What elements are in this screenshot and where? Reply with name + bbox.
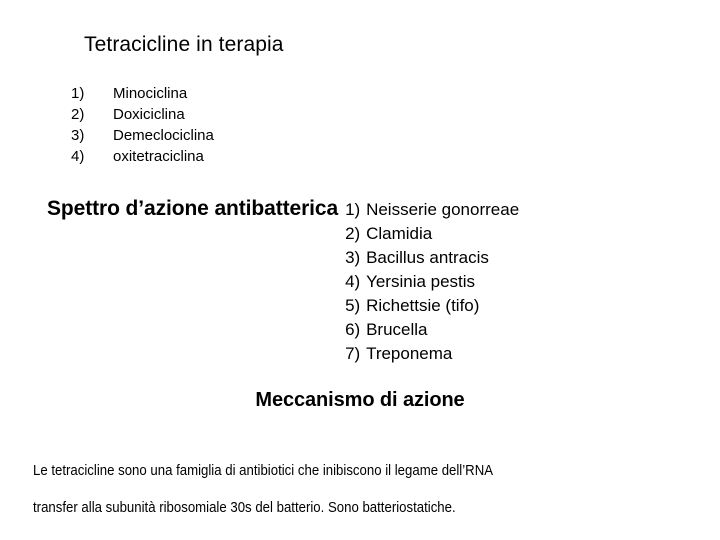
list-item-label: Neisserie gonorreae [366,200,520,219]
list-item-number: 3) [345,248,361,267]
spectrum-list [345,196,519,366]
list-item [71,125,214,146]
list-item [71,83,214,104]
list-item-label: Demeclociclina [113,127,214,144]
list-item-number: 5) [345,296,361,315]
list-item-label: oxitetraciclina [113,148,204,165]
list-item-label: Bacillus antracis [366,248,489,267]
list-item [71,146,214,167]
list-item [345,270,519,294]
list-item [345,318,519,342]
list-item-number: 3) [71,127,85,144]
list-item-number: 6) [345,320,361,339]
list-item-label: Treponema [366,344,453,363]
list-item-label: Brucella [366,320,428,339]
list-item [345,294,519,318]
list-item-label: Minociclina [113,85,188,102]
list-item-number: 1) [71,85,85,102]
spectrum-section [47,196,519,366]
list-item-label: Richettsie (tifo) [366,296,480,315]
mechanism-paragraph [33,452,693,526]
list-item [345,246,519,270]
list-item-label: Clamidia [366,224,433,243]
spectrum-heading: Spettro d’azione antibatterica [47,197,339,220]
paragraph-line: Le tetracicline sono una famiglia di antibiotici che inibiscono il legame dell’RNA [33,462,494,479]
list-item-number: 4) [71,148,85,165]
list-item-number: 1) [345,200,361,219]
page-title: Tetracicline in terapia [84,33,284,56]
list-item [345,222,519,246]
list-item-number: 4) [345,272,361,291]
drug-list [71,83,214,167]
list-item-label: Doxiciclina [113,106,185,123]
list-item [345,342,519,366]
paragraph-line: transfer alla subunità ribosomiale 30s del batterio. Sono batteriostatiche. [33,499,456,516]
list-item-number: 7) [345,344,361,363]
list-item [345,198,519,222]
mechanism-heading: Meccanismo di azione [255,389,465,411]
list-item-number: 2) [71,106,85,123]
list-item-number: 2) [345,224,361,243]
list-item [71,104,214,125]
list-item-label: Yersinia pestis [366,272,476,291]
